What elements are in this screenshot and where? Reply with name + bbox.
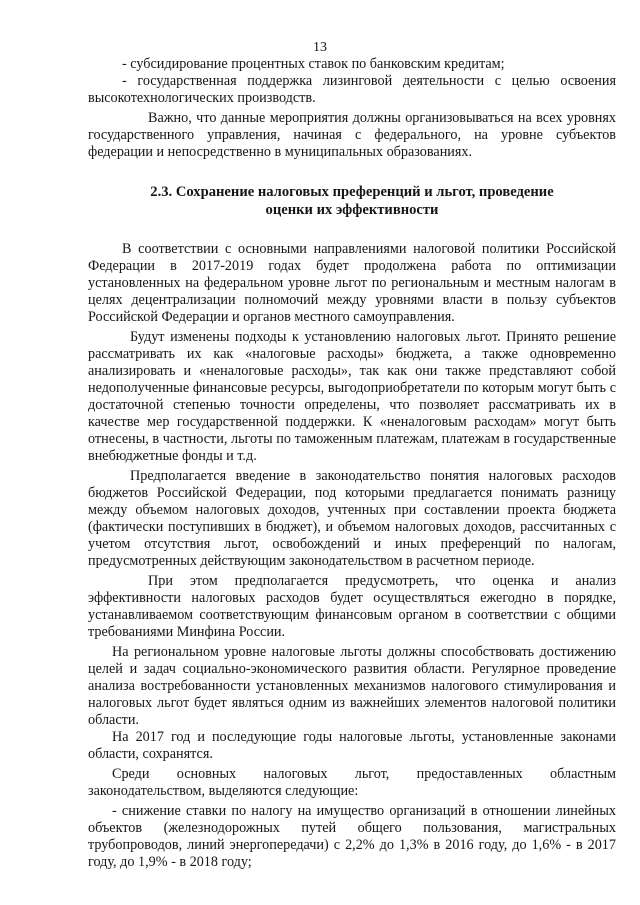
section-heading-line-2: оценки их эффективности xyxy=(265,202,439,218)
list-item-leasing: - государственная поддержка лизинговой деятельности с целью освоения высокотехнологических производств. xyxy=(88,73,616,106)
paragraph-2017-benefits: На 2017 год и последующие годы налоговые льготы, установленные законами области, сохранятся. xyxy=(88,729,616,762)
paragraph-main-benefits: Среди основных налоговых льгот, предоставленных областным законодательством, выделяются следующие: xyxy=(88,766,616,799)
section-heading xyxy=(88,183,616,219)
paragraph-tax-expenses-definition: Предполагается введение в законодательство понятия налоговых расходов бюджетов Российской Федерации, под которыми предлагается понимать разницу между объемом налоговых доходов, учтенных при составлении проекта бюджета (фактически поступивших в бюджет), и объемом налоговых доходов, рассчитанных с учетом отсутствия льгот, освобождений и иных преференций по налогам, предусмотренных действующим законодательством в расчетном периоде. xyxy=(88,468,616,569)
paragraph-tax-policy: В соответствии с основными направлениями налоговой политики Российской Федерации в 2017-2019 годах будет продолжена работа по оптимизации установленных на федеральном уровне льгот по региональным и местным налогам в целях децентрализации полномочий между уровнями власти в пользу субъектов Российской Федерации и органов местного самоуправления. xyxy=(88,241,616,325)
paragraph-efficiency-assessment: При этом предполагается предусмотреть, что оценка и анализ эффективности налоговых расходов будет осуществляться ежегодно в порядке, устанавливаемом соответствующим финансовым органом в соответствии с общими требованиями Минфина России. xyxy=(88,573,616,640)
paragraph-government-levels: Важно, что данные мероприятия должны организовываться на всех уровнях государственного управления, начиная с федерального, на уровне субъектов федерации и непосредственно в муниципальных образованиях. xyxy=(88,110,616,160)
paragraph-tax-expenses: Будут изменены подходы к установлению налоговых льгот. Принято решение рассматривать их как «налоговые расходы» бюджета, а также одновременно анализировать и «неналоговые расходы», так как они также представляют собой недополученные финансовые ресурсы, выгодоприобретатели по которым могут быть с достаточной степенью точности определены, что позволяет рассматривать их в качестве мер государственной поддержки. К «неналоговым расходам» могут быть отнесены, в частности, льготы по таможенным платежам, платежам в государственные внебюджетные фонды и т.д. xyxy=(88,329,616,464)
list-item-property-tax: - снижение ставки по налогу на имущество организаций в отношении линейных объектов (железнодорожных путей общего пользования, магистральных трубопроводов, линий энергопередачи) с 2,2% до 1,3% в 2016 году, до 1,6% - в 2017 году, до 1,9% - в 2018 году; xyxy=(88,803,616,870)
section-heading-line-1: 2.3. Сохранение налоговых преференций и льгот, проведение xyxy=(150,184,554,200)
document-body xyxy=(88,56,616,871)
page-number: 13 xyxy=(313,40,327,55)
list-item-subsidies: - субсидирование процентных ставок по банковским кредитам; xyxy=(122,56,505,72)
paragraph-regional-level: На региональном уровне налоговые льготы должны способствовать достижению целей и задач социально-экономического развития области. Регулярное проведение анализа востребованности установленных механизмов налогового стимулирования и налоговых льгот будет являться одним из важнейших элементов налоговой политики области. xyxy=(88,644,616,728)
